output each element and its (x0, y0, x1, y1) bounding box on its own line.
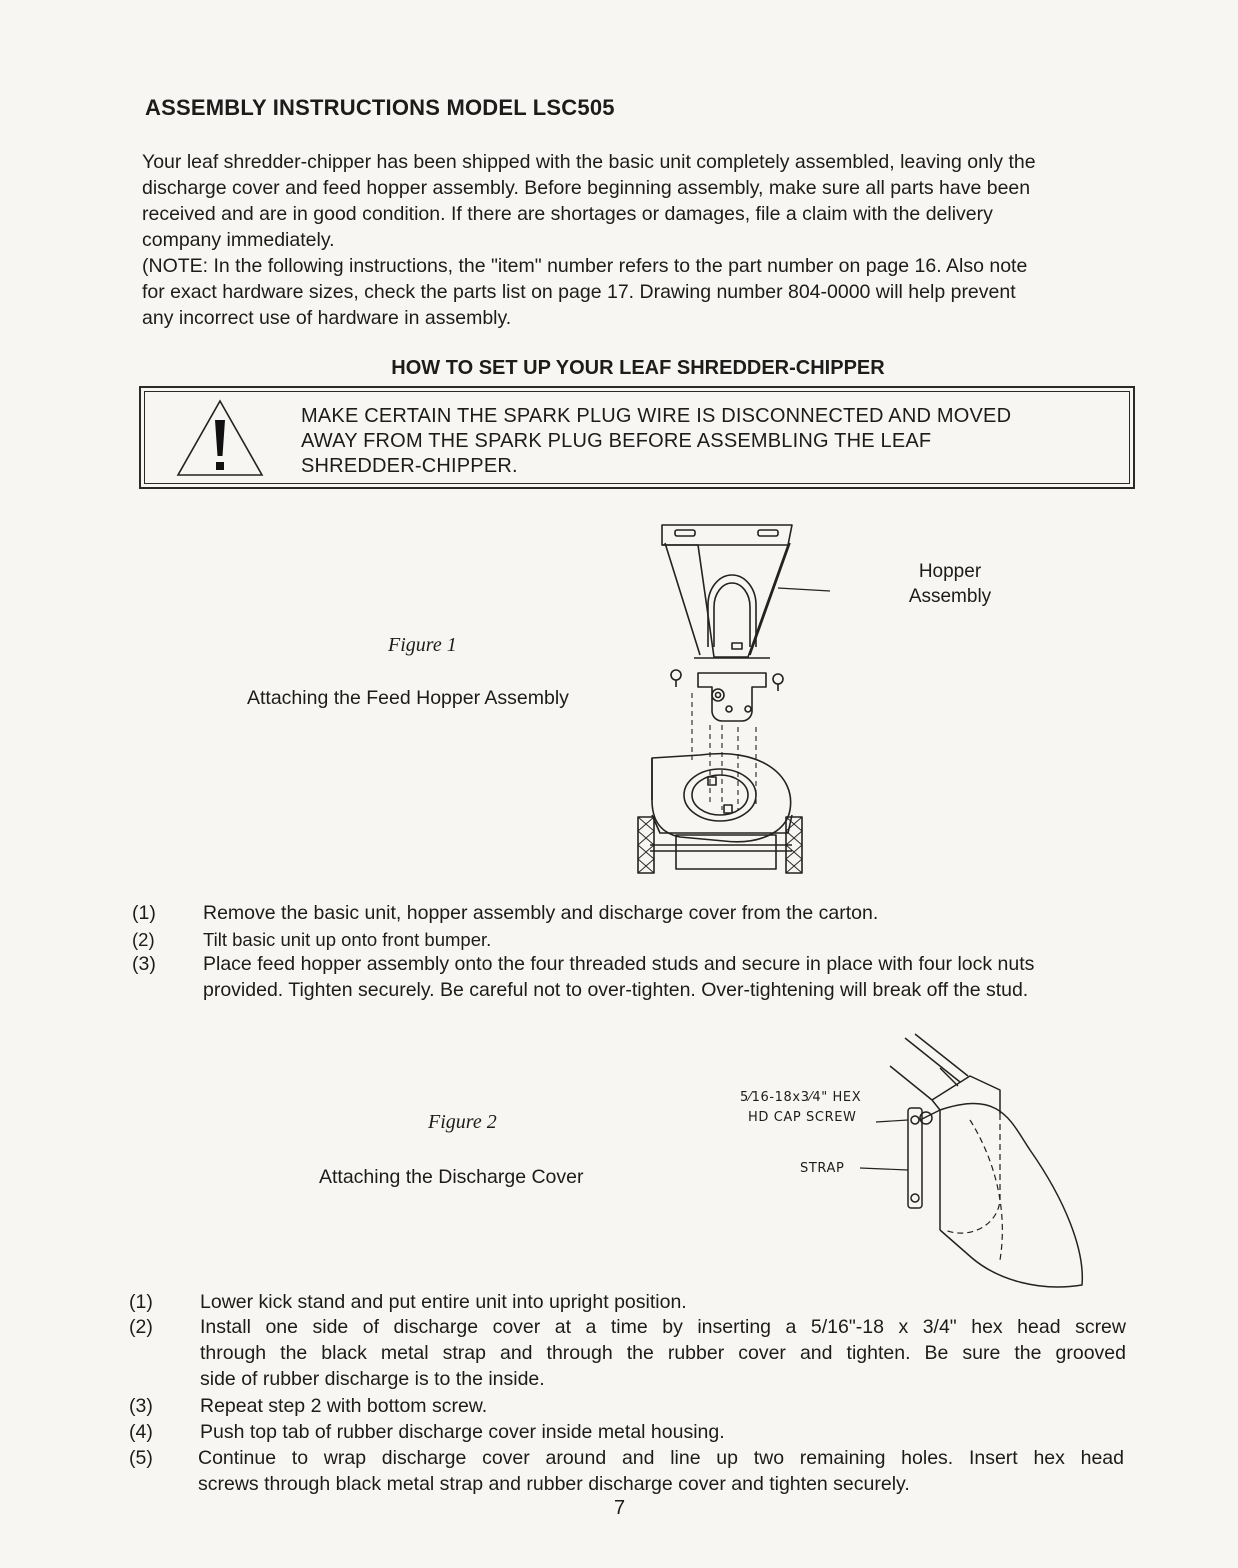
hopper-label-line: Hopper (918, 561, 982, 582)
step-number: (2) (132, 929, 155, 950)
step-number: (1) (132, 902, 156, 924)
figure1-hopper-drawing (620, 515, 860, 880)
step-number: (2) (129, 1316, 153, 1338)
warning-box (139, 386, 1135, 489)
hopper-assembly-label (880, 559, 1020, 609)
step-text: Repeat step 2 with bottom screw. (200, 1395, 488, 1417)
step-number: (3) (132, 953, 156, 975)
strap-label: STRAP (800, 1161, 845, 1176)
warning-text (301, 404, 1011, 479)
step-text: Install one side of discharge cover at a time by inserting a 5/16"-18 x 3/4" hex head screw (200, 1316, 1126, 1338)
step-number: (3) (129, 1395, 153, 1417)
page-number: 7 (614, 1497, 626, 1519)
step-text: side of rubber discharge is to the inside. (200, 1368, 545, 1390)
page-title: ASSEMBLY INSTRUCTIONS MODEL LSC505 (145, 95, 615, 120)
step-text: Lower kick stand and put entire unit into upright position. (200, 1291, 687, 1313)
note-line: for exact hardware sizes, check the parts list on page 17. Drawing number 804-0000 will help prevent (142, 281, 1016, 303)
step-text: Continue to wrap discharge cover around and line up two remaining holes. Insert hex head (198, 1447, 1124, 1469)
screw-label: 5⁄16-18x3⁄4" HEX (740, 1090, 862, 1105)
warning-line: MAKE CERTAIN THE SPARK PLUG WIRE IS DISCONNECTED AND MOVED (301, 405, 1012, 427)
step-text: Push top tab of rubber discharge cover inside metal housing. (200, 1421, 725, 1443)
step-text: screws through black metal strap and rubber discharge cover and tighten securely. (198, 1473, 910, 1495)
intro-paragraph (142, 149, 1142, 331)
step-text: provided. Tighten securely. Be careful not to over-tighten. Over-tightening will break off the stud. (203, 979, 1029, 1001)
figure2-caption: Figure 2 (428, 1111, 497, 1133)
screw-label: HD CAP SCREW (748, 1110, 857, 1125)
warning-line: AWAY FROM THE SPARK PLUG BEFORE ASSEMBLING THE LEAF (301, 430, 932, 452)
section-heading: HOW TO SET UP YOUR LEAF SHREDDER-CHIPPER (391, 357, 885, 379)
figure1-caption: Figure 1 (388, 634, 457, 656)
intro-line: received and are in good condition. If there are shortages or damages, file a claim with the delivery (142, 203, 993, 225)
figure1-description: Attaching the Feed Hopper Assembly (247, 687, 569, 709)
intro-line: company immediately. (142, 229, 335, 251)
step-text: Place feed hopper assembly onto the four threaded studs and secure in place with four lock nuts (203, 953, 1035, 975)
step-text: Remove the basic unit, hopper assembly and discharge cover from the carton. (203, 902, 879, 924)
warning-line: SHREDDER-CHIPPER. (301, 455, 518, 477)
step-number: (1) (129, 1291, 153, 1313)
note-line: (NOTE: In the following instructions, the "item" number refers to the part number on page 16. Also note (142, 255, 1028, 277)
step-text: Tilt basic unit up onto front bumper. (203, 929, 492, 950)
warning-triangle-icon (175, 398, 265, 478)
step-text: through the black metal strap and through the rubber cover and tighten. Be sure the grooved (200, 1342, 1126, 1364)
figure2-discharge-drawing (860, 1030, 1100, 1290)
figure2-description: Attaching the Discharge Cover (319, 1166, 584, 1188)
step-number: (5) (129, 1447, 153, 1469)
intro-line: Your leaf shredder-chipper has been shipped with the basic unit completely assembled, leaving only the (142, 151, 1036, 173)
step-number: (4) (129, 1421, 153, 1443)
note-line: any incorrect use of hardware in assembly. (142, 307, 512, 329)
intro-line: discharge cover and feed hopper assembly. Before beginning assembly, make sure all parts have been (142, 177, 1031, 199)
hopper-label-line: Assembly (908, 586, 992, 607)
